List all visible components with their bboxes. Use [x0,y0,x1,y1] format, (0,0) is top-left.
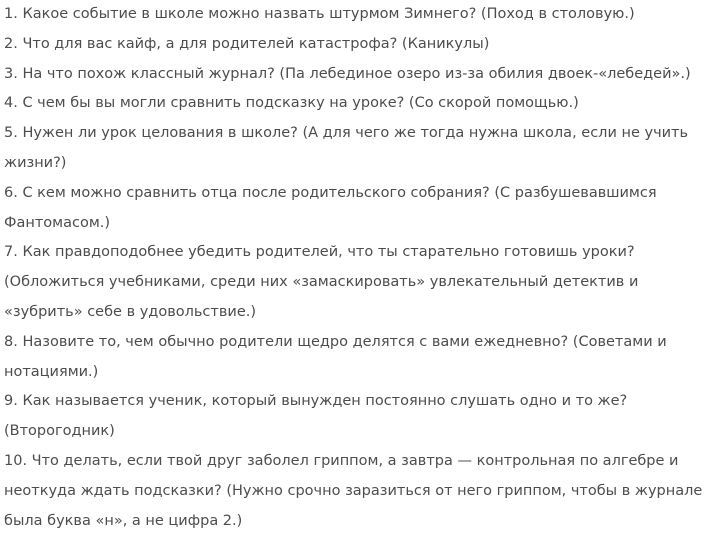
list-item-7 [4,238,708,327]
text-line: (Обложиться учебниками, среди них «замаскировать» увлекательный детектив и [4,274,639,291]
text-line: 7. Как правдоподобнее убедить родителей, что ты старательно готовишь уроки? [4,244,635,261]
text-line: «зубрить» себе в удовольствие.) [4,303,257,320]
text-line: 6. С кем можно сравнить отца после родительского собрания? (С разбушевавшимся [4,184,657,201]
text-line: неоткуда ждать подсказки? (Нужно срочно заразиться от него гриппом, чтобы в журнале [4,482,703,499]
text-line: (Второгодник) [4,423,115,440]
list-item-10 [4,447,708,536]
list-item-5 [4,119,708,179]
text-line: жизни?) [4,154,67,171]
text-line: 3. На что похож классный журнал? (Па лебединое озеро из-за обилия двоек-«лебедей».) [4,65,691,82]
list-item-6 [4,179,708,239]
question-answer-list [4,0,708,536]
list-item-8 [4,328,708,388]
text-line: была буква «н», а не цифра 2.) [4,512,243,529]
list-item-1 [4,0,708,30]
text-line: 5. Нужен ли урок целования в школе? (А для чего же тогда нужна школа, если не учить [4,125,689,142]
text-line: Фантомасом.) [4,214,111,231]
text-line: 1. Какое событие в школе можно назвать штурмом Зимнего? (Поход в столовую.) [4,6,635,22]
list-item-9 [4,387,708,447]
text-line: 9. Как называется ученик, который вынужден постоянно слушать одно и то же? [4,393,628,410]
list-item-3 [4,60,708,90]
text-line: нотациями.) [4,363,99,380]
text-line: 10. Что делать, если твой друг заболел гриппом, а завтра — контрольная по алгебре и [4,452,679,469]
list-item-2 [4,30,708,60]
text-line: 8. Назовите то, чем обычно родители щедро делятся с вами ежедневно? (Советами и [4,333,667,350]
list-item-4 [4,89,708,119]
text-line: 2. Что для вас кайф, а для родителей катастрофа? (Каникулы) [4,35,490,52]
text-line: 4. С чем бы вы могли сравнить подсказку на уроке? (Со скорой помощью.) [4,95,579,112]
